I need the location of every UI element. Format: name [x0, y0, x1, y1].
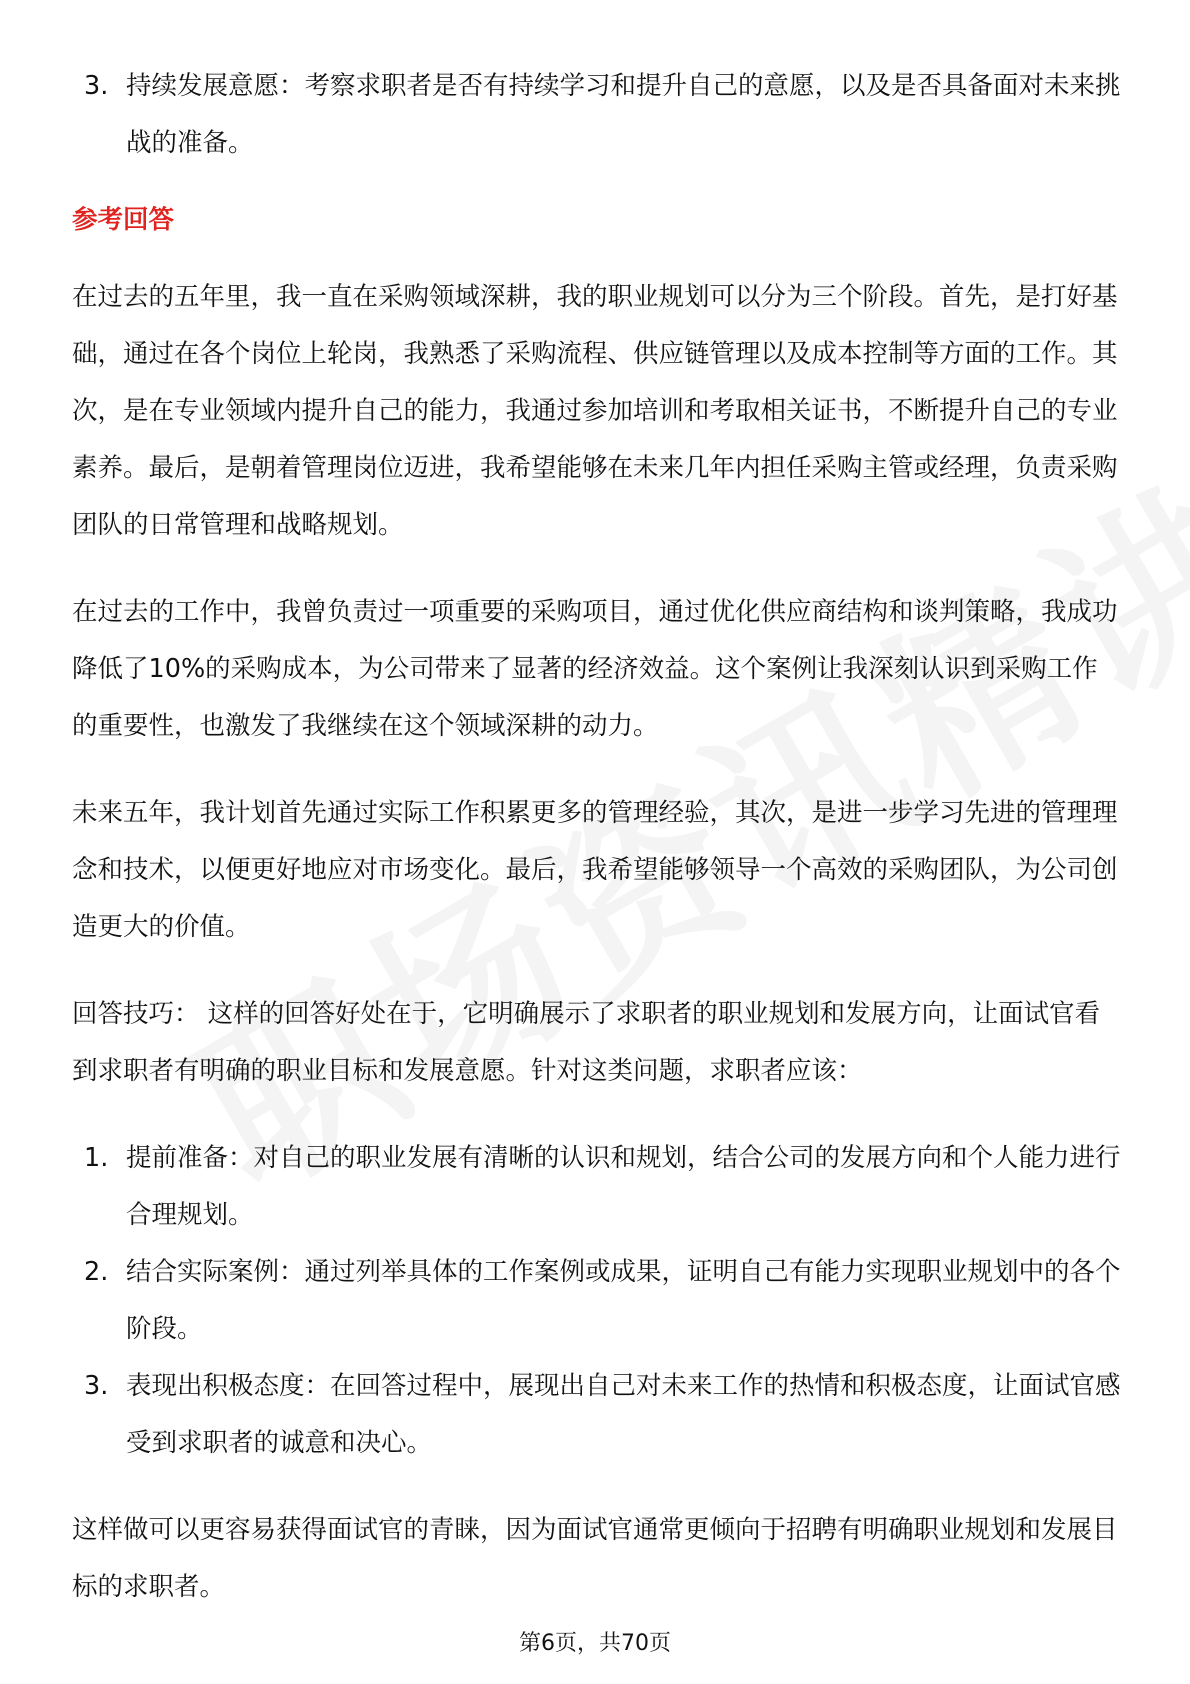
list-item-number: 3. [84, 71, 109, 101]
answer-paragraph-2: 在过去的工作中，我曾负责过一项重要的采购项目，通过优化供应商结构和谈判策略，我成功降低了10%的采购成本，为公司带来了显著的经济效益。这个案例让我深刻认识到采购工作的重要性，也激发了我继续在这个领域深耕的动力。 [72, 597, 1118, 741]
list-item [72, 1358, 1122, 1472]
list-item-text: 考察求职者是否有持续学习和提升自己的意愿，以及是否具备面对未来挑战的准备。 [126, 71, 1121, 158]
list-item-term: 结合实际案例： [126, 1257, 305, 1287]
list-item-number: 3. [84, 1371, 109, 1401]
list-item-text: 对自己的职业发展有清晰的认识和规划，结合公司的发展方向和个人能力进行合理规划。 [126, 1143, 1121, 1230]
top-numbered-list [72, 58, 1122, 172]
section-title: 参考回答 [72, 205, 175, 235]
tips-numbered-list [72, 1130, 1122, 1472]
closing-paragraph: 这样做可以更容易获得面试官的青睐，因为面试官通常更倾向于招聘有明确职业规划和发展目标的求职者。 [72, 1515, 1118, 1602]
tips-intro-paragraph: 回答技巧： 这样的回答好处在于，它明确展示了求职者的职业规划和发展方向，让面试官看到求职者有明确的职业目标和发展意愿。针对这类问题，求职者应该： [72, 999, 1101, 1086]
list-item-number: 2. [84, 1257, 109, 1287]
page-content [72, 58, 1122, 1646]
page-footer: 第6页，共70页 [519, 1631, 671, 1656]
list-item-text: 通过列举具体的工作案例或成果，证明自己有能力实现职业规划中的各个阶段。 [126, 1257, 1121, 1344]
list-item-text: 在回答过程中，展现出自己对未来工作的热情和积极态度，让面试官感受到求职者的诚意和决心。 [126, 1371, 1121, 1458]
list-item-term: 提前准备： [126, 1143, 254, 1173]
list-item-term: 持续发展意愿： [126, 71, 305, 101]
list-item-term: 表现出积极态度： [126, 1371, 331, 1401]
list-item [72, 58, 1122, 172]
answer-paragraph-3: 未来五年，我计划首先通过实际工作积累更多的管理经验，其次，是进一步学习先进的管理理念和技术，以便更好地应对市场变化。最后，我希望能够领导一个高效的采购团队，为公司创造更大的价值。 [72, 798, 1118, 942]
list-item-number: 1. [84, 1143, 109, 1173]
list-item [72, 1244, 1122, 1358]
list-item [72, 1130, 1122, 1244]
answer-paragraph-1: 在过去的五年里，我一直在采购领域深耕，我的职业规划可以分为三个阶段。首先，是打好基础，通过在各个岗位上轮岗，我熟悉了采购流程、供应链管理以及成本控制等方面的工作。其次，是在专业领域内提升自己的能力，我通过参加培训和考取相关证书，不断提升自己的专业素养。最后，是朝着管理岗位迈进，我希望能够在未来几年内担任采购主管或经理，负责采购团队的日常管理和战略规划。 [72, 282, 1118, 540]
